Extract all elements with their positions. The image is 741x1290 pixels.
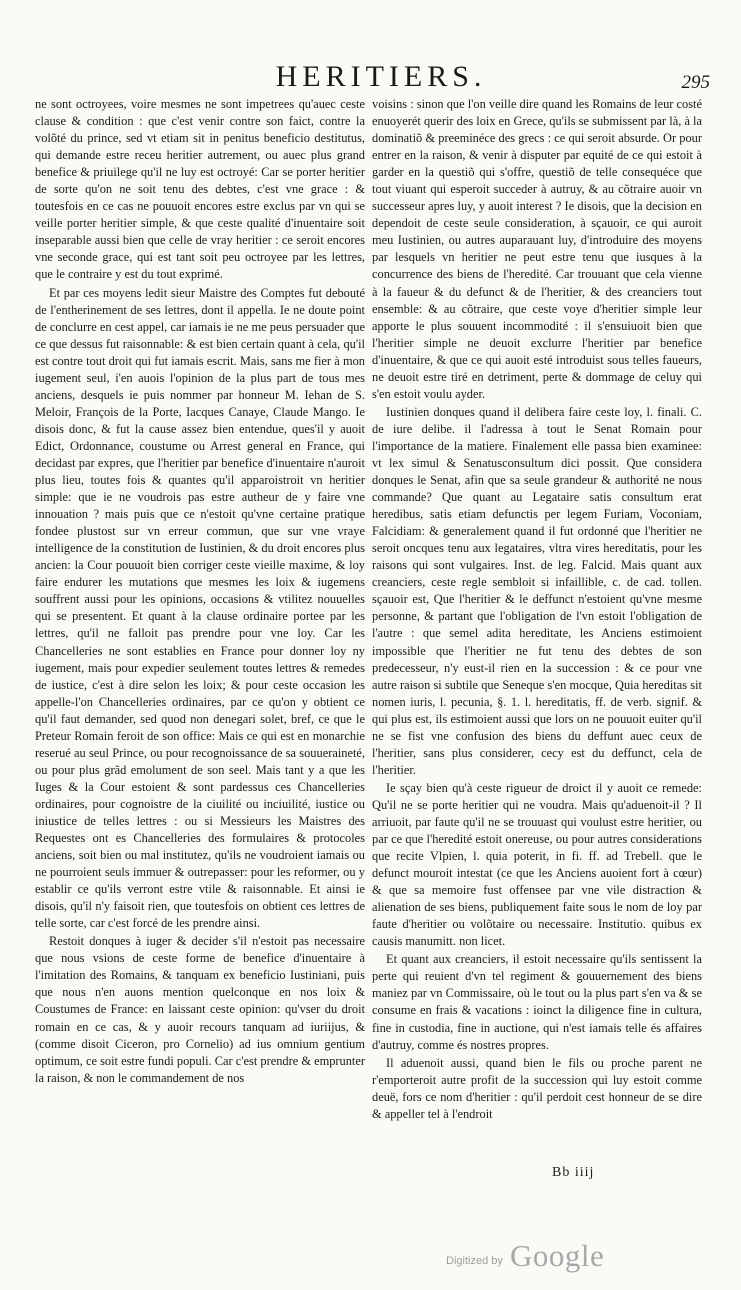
page-number: 295 <box>681 72 710 93</box>
google-watermark <box>446 1238 696 1278</box>
paragraph: Iustinien donques quand il delibera faire ceste loy, l. finali. C. de iure delibe. il l'adressa à tout le Senat Romain pour l'importance de la matiere. Finalement elle passa bien examinee: vt lex simul & Senatusconsultum dici possit. Que considera donques le Senat, afin que sa seule grandeur & authorité ne nous commande? Que quant au Legataire satis consultum erat heredibus, satis etiam defunctis per legem Furiam, Voconiam, Falcidiam: & generalement quand il fut ordonné que l'heritier ne seroit oncques tenu aux legataires, vltra vires hereditatis, pour les raisons qui sont vulgaires. Inst. de leg. Falcid. Mais quant aux creanciers, ceste regle sembloit si infaillible, c. de cad. tollen. sçauoir est, Que l'heritier & le deffunct n'estoient qu'vne mesme personne, & partant que l'obligation de l'vn estoit l'obligation de l'autre : que semel adita hereditate, les Anciens estimoient impossible que l'heritier ne fut tenu des debtes de son predecesseur, n'y eust-il rien en la succession : & ce pour vne autre raison si subtile que Seneque s'en mocque, Quia hereditas sit nomen iuris, l. pecunia, §. 1. l. hereditatis, ff. de verb. signif. & qui plus est, ils estimoient aussi que lors on ne pouuoit euiter qu'il ne se fist vne confusion des biens du deffunt auec ceux de l'heritier, sans plus considerer, cecy est du deffunct, cela de l'heritier. <box>372 404 702 777</box>
paragraph: Ie sçay bien qu'à ceste rigueur de droict il y auoit ce remede: Qu'il ne se porte heritier qui ne voudra. Mais qu'aduenoit-il ? Il arriuoit, par faute qu'il ne se trouuast qui voulust estre heritier, ou par ce que l'heredité estoit onereuse, ou pour autres considerations que recite Vlpien, l. quia poterit, in fi. ff. ad Trebell. que le defunct mouroit intestat (ce que les Anciens auoient fort à cœur) & que sa memoire fust offensee par vne vile distraction & alienation de ses biens, publiquement faite sous le nom de loy par faute d'heritier ou volõtaire ou necessaire. Institutio. quibus ex causis manumitt. non licet. <box>372 780 702 949</box>
signature-mark: Bb iiij <box>552 1165 595 1180</box>
left-column <box>35 96 365 1166</box>
watermark-prefix: Digitized by <box>446 1255 503 1267</box>
paragraph: Et par ces moyens ledit sieur Maistre des Comptes fut debouté de l'entherinement de ses lettres, dont il appella. Ie ne doute point de conclurre en cest appel, car iamais ie ne me peus persuader que ce que dessus fut raisonnable: & est bien certain quant à cela, qu'il est contre tout droit qui fut iamais escrit. Mais, sans me fier à mon iugement seul, i'en auois l'opinion de la plus part de tous mes anciens, desquels ie puis nommer par honneur M. Iehan de S. Meloir, François de la Porte, Iacques Canaye, Claude Mango. Ie disois donc, & fut la cause assez bien entendue, ques'il y auoit Edict, Ordonnance, coustume ou Arrest general en France, qui decidast par expres, que l'heritier par benefice d'inuentaire n'auroit plus lieu, toutes fois & quantes qu'il apparoistroit vn heritier simple: que ie ne voudrois pas estre autheur de y faire vne innouation ? mais puis que ce n'estoit qu'vne certaine pratique fondee plustost sur vn erreur commun, que sur vne vraye intelligence de la constitution de Iustinien, & du droit encores plus ancien: la Cour pouuoit bien corriger ceste vieille maxime, & loy faire endurer les mutations que mesmes les loix & iugemens souffrent aussi pour les opinions, occasions & vtilitez nouuelles qui se presentent. Et quant à la clause ordinaire portee par les lettres, qu'il ne falloit pas prendre pour vne loy. Car les Chancelleries ne sont establies en France pour donner loy ny iugement, mais pour expedier seulement toutes lettres & remedes de iustice, c'est à dire selon les loix; & pour ceste occasion les appelle-l'on Chancelleries ordinaires, par ce qu'on y obtient ce qu'il faut demander, sed quod non denegari solet, bref, ce que le Preteur Romain feroit de son office: Mais ce qui est en monarchie reserué au seul Prince, ou pour recognoissance de sa souueraineté, ou pour plus grãd emolument de son seel. Mais tant y a que les Iuges & la Cour estoient & sont pardessus ces Chancelleries ordinaires, pour cognoistre de la ciuilité ou inciuilité, iustice ou iniustice de telles lettres : ou si Messieurs les Maistres des Requestes ont es Chancelleries des formulaires & protocoles anciens, soit bien ou mal institutez, qu'ils ne voudroient iamais ou ne pourroient seuls immuer & outrepasser: pour les reformer, ou y establir ce qu'ils verront estre vtile & raisonnable. Et ainsi ie disois, qu'il n'y faisoit rien, que toutesfois on obtient ces lettres de telle sorte, car c'est forcé de les prendre ainsi. <box>35 285 365 931</box>
paragraph: voisins : sinon que l'on veille dire quand les Romains de leur costé enuoyerét querir des loix en Grece, qu'ils se submissent par là, à la dominatiõ & preeminéce des grecs : ce qui seroit absurde. Or pour entrer en la raison, & venir à disputer par equité de ce qui estoit à garder en la questiõ qui s'offre, questiõ de telle consequéce que tout viuant qui esperoit succeder à autruy, & au cõtraire auoir vn successeur apres luy, y auoit interest ? Ie disois, que la decision en dependoit de ceste seule consideration, à sçauoir, ce qui auroit meu Iustinien, ou autres auparauant luy, d'introduire des moyens par lesquels vn heritier ne peut estre tenu que iusques à la concurrence des biens de l'heredité. Car trouuant que cela vienne à la faueur & du defunct & de l'heritier, & des creanciers tout ensemble: & au cõtraire, que ceste voye d'heritier simple leur apporte le plus souuent incommodité : il s'ensuiuoit bien que l'heritier simple ne deuoit exclurre l'heritier par benefice d'inuentaire, & que ce qui auoit esté introduist sous telles faueurs, ne deuoit estre tiré en detriment, perte & dommage de celuy qui s'en estoit voulu ayder. <box>372 97 702 401</box>
paragraph: Et quant aux creanciers, il estoit necessaire qu'ils sentissent la perte qui reuient d'vn tel regiment & gouuernement des biens maniez par vn Commissaire, où le tout ou la plus part s'en va & se consume en frais & vacations : ioinct la diligence fine in cultura, fine in custodia, fine in auctione, qui n'est iamais telle és affaires d'autruy, comme és nostres propres. <box>372 952 702 1052</box>
paragraph: Restoit donques à iuger & decider s'il n'estoit pas necessaire que nous vsions de ceste forme de benefice d'inuentaire à l'imitation des Romains, & tanquam ex beneficio Iustiniani, puis que nous n'en auons mention quelconque en nos loix & Coustumes de France: en laissant ceste opinion: qu'vser du droit romain en ce cas, & y auoir recours tanquam ad iuriijus, & (comme disoit Ciceron, pro Cornelio) ad ius omnium gentium optimum, ce soit estre fundi populi. Car c'est prendre & emprunter la raison, & non le commandement de nos <box>35 934 365 1085</box>
page-header <box>26 58 716 98</box>
paragraph: ne sont octroyees, voire mesmes ne sont impetrees qu'auec ceste clause & condition : que c'est venir contre son faict, contre la volõté du prince, sed vt etiam sit in penitus beneficio destitutus, qui demande estre receu heritier autrement, ou auec plus grand benefice & priuilege qu'il ne luy est octroyé: Car se porter heritier de sorte qu'on ne soit tenu des debtes, c'est vne grace : & toutesfois en ce cas ne pouuoit encores estre exclus par vn qui se veille porter heritier simple, & que ceste qualité d'inuentaire soit inseparable aussi bien que celle de vray heritier : ce seroit encores vne seconde grace, qui est tant soit peu octroyee par les lettres, que le contraire y est du tout exprimé. <box>35 97 365 282</box>
running-title: HERITIERS. <box>275 60 487 93</box>
google-logo: Google <box>510 1238 605 1273</box>
paragraph: Il aduenoit aussi, quand bien le fils ou proche parent ne r'emporteroit autre profit de la succession qui luy estoit comme deuë, fors ce nom d'heritier : qu'il perdoit cest honneur de se dire & appeller tel à l'endroit <box>372 1055 702 1121</box>
right-column <box>372 96 702 1166</box>
